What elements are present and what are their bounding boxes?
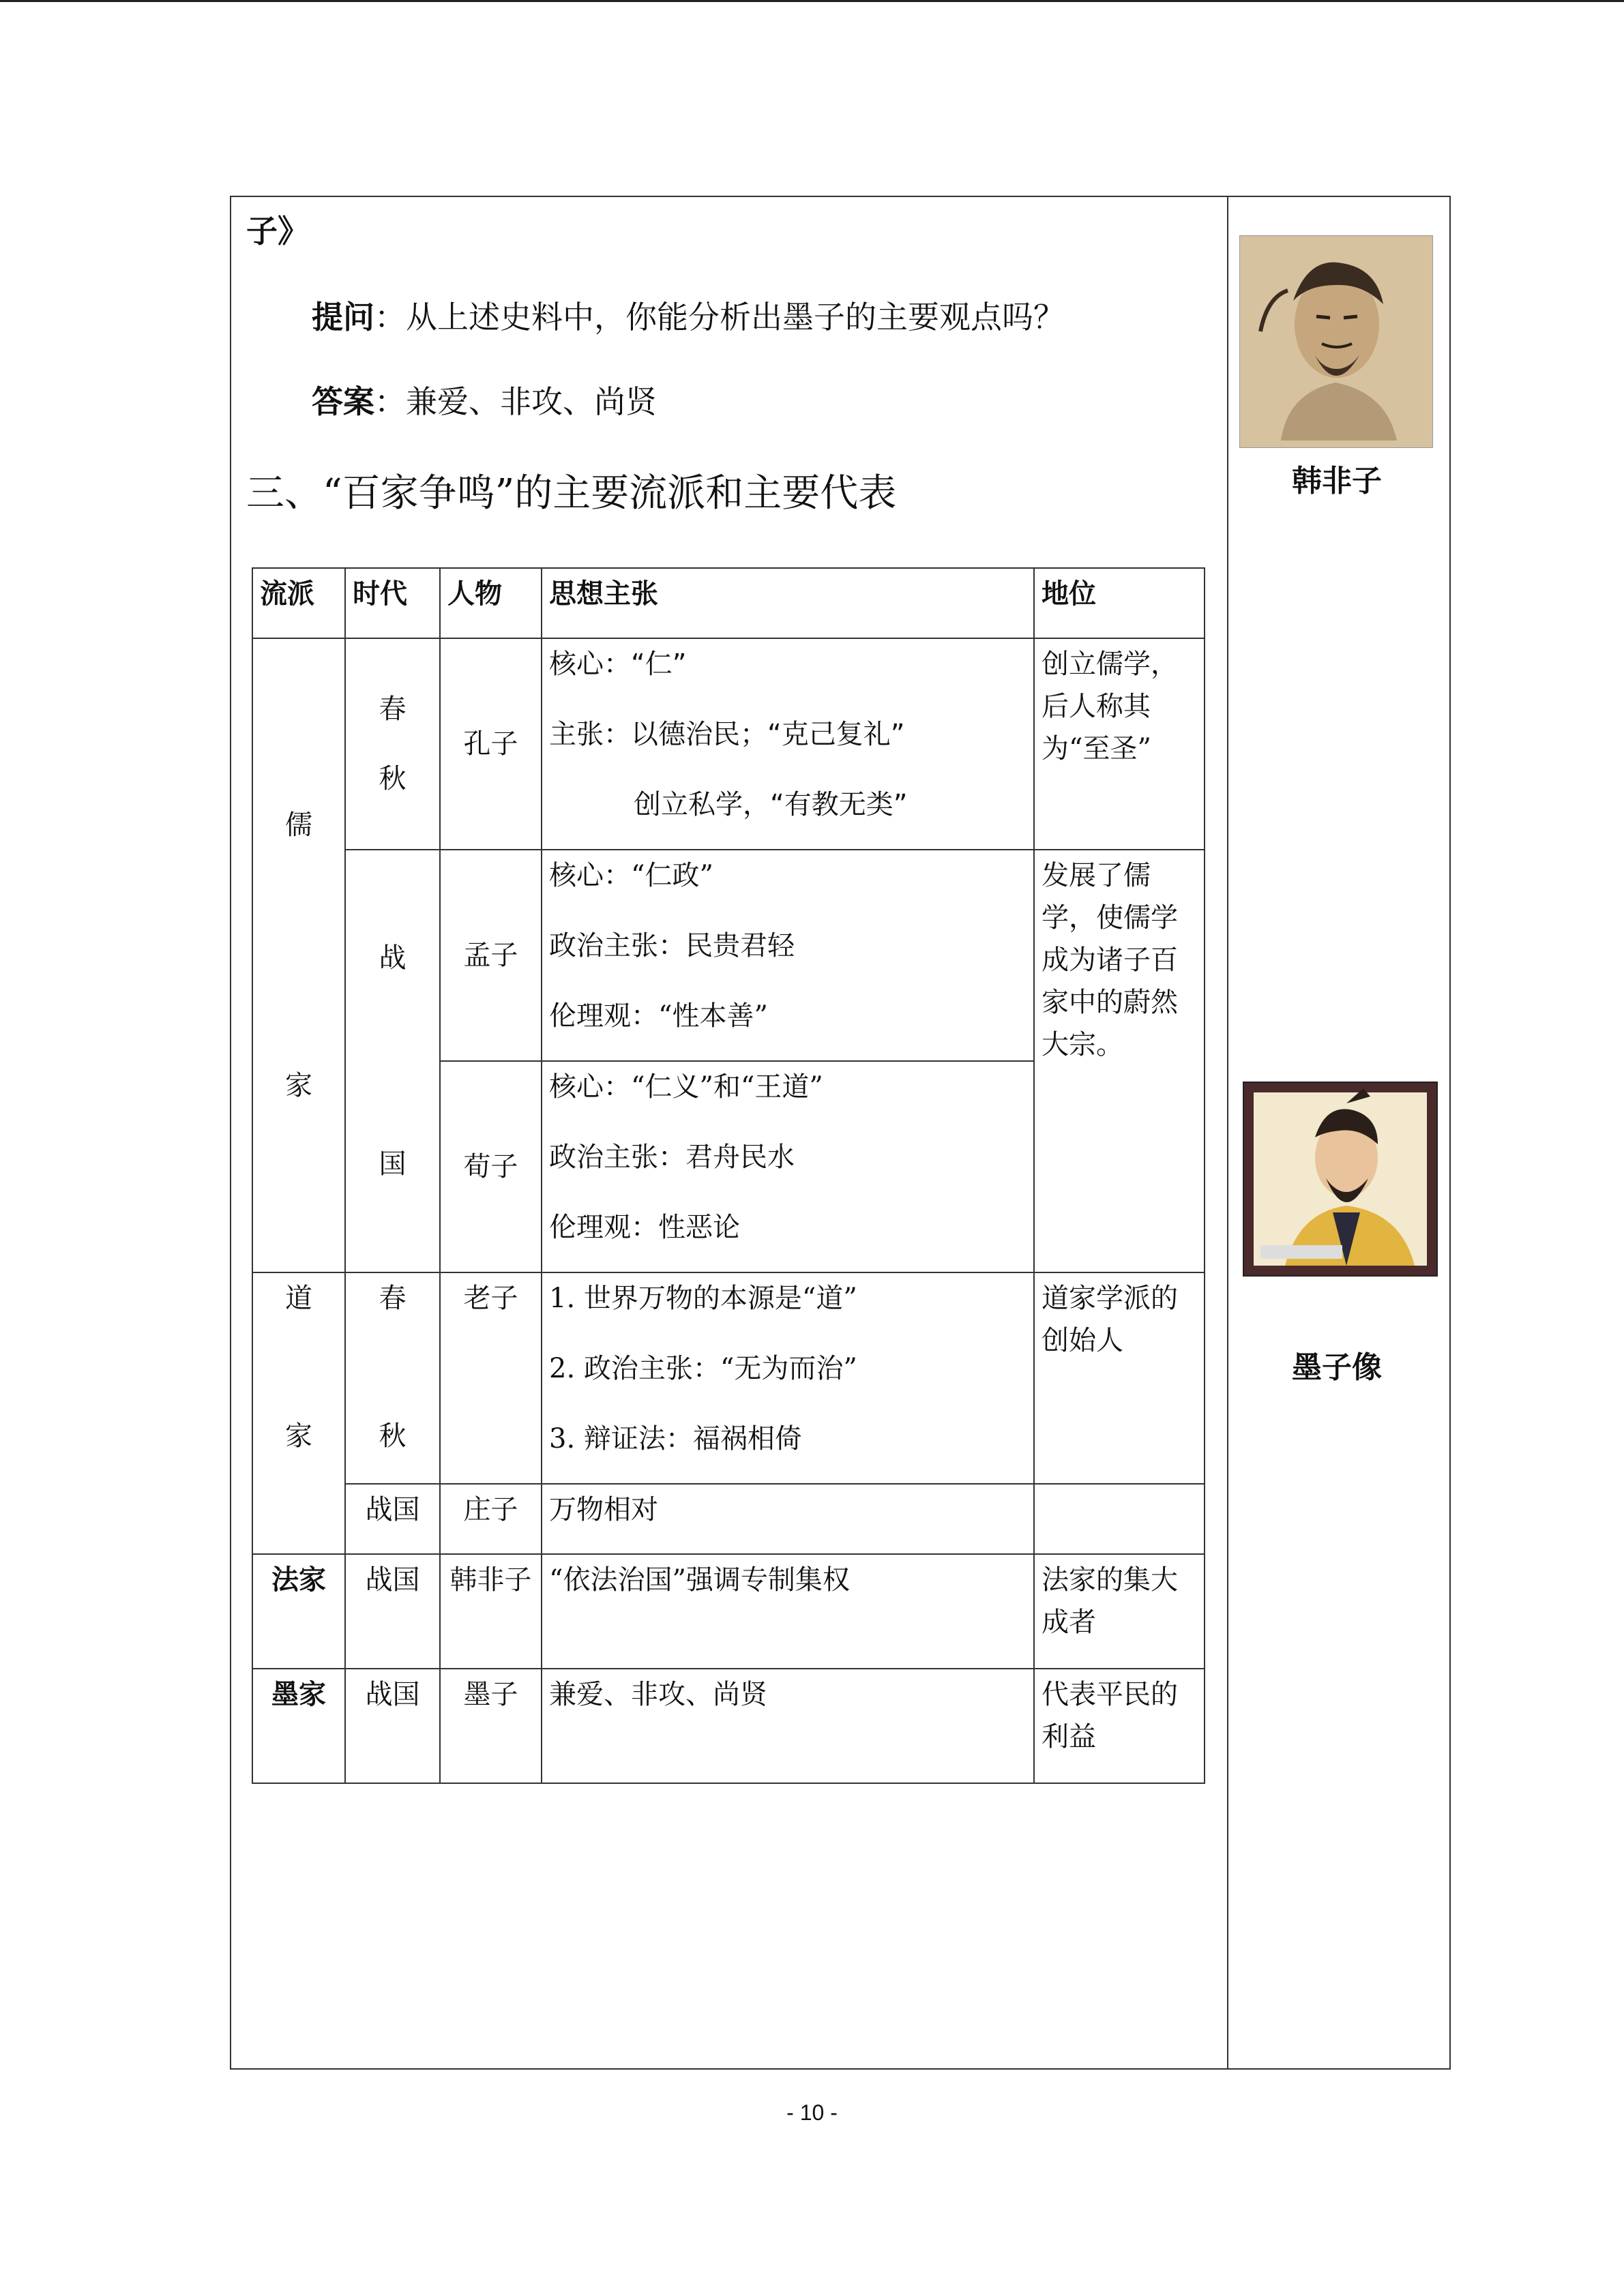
ideas-laozi: 1. 世界万物的本源是“道” 2. 政治主张：“无为而治” 3. 辩证法：福祸相倚 — [542, 1272, 1034, 1484]
person-laozi: 老子 — [440, 1272, 542, 1484]
era-cell-zhanguo: 战 国 — [345, 850, 440, 1272]
era-mo: 战国 — [345, 1669, 440, 1783]
ideas-mengzi: 核心：“仁政” 政治主张：民贵君轻 伦理观：“性本善” — [542, 850, 1034, 1061]
question-text: ：从上述史料中，你能分析出墨子的主要观点吗？ — [374, 299, 1065, 336]
header-era: 时代 — [345, 568, 440, 638]
continued-text: 子》 — [246, 213, 309, 250]
ideas-mo: 兼爱、非攻、尚贤 — [542, 1669, 1034, 1783]
school-mo: 墨家 — [252, 1669, 345, 1783]
era-cell: 春 秋 — [345, 638, 440, 850]
era-cell-chunqiu: 春 秋 — [345, 1272, 440, 1484]
era-fa: 战国 — [345, 1554, 440, 1669]
section-heading: 三、“百家争鸣”的主要流派和主要代表 — [246, 471, 897, 516]
status-kongzi: 创立儒学，后人称其为“至圣” — [1034, 638, 1205, 850]
answer-paragraph — [312, 381, 657, 422]
question-label: 提问 — [312, 299, 374, 336]
caption-hanfeizi: 韩非子 — [1292, 464, 1382, 498]
school-ru-char2: 家 — [285, 1070, 312, 1101]
status-laozi: 道家学派的创始人 — [1034, 1272, 1205, 1484]
table-row — [252, 1484, 1205, 1554]
table-row — [252, 1669, 1205, 1783]
person-kongzi: 孔子 — [440, 638, 542, 850]
table-row — [252, 1554, 1205, 1669]
top-rule — [0, 0, 1624, 2]
person-mozi: 墨子 — [440, 1669, 542, 1783]
ideas-zhuangzi: 万物相对 — [542, 1484, 1034, 1554]
person-xunzi: 荀子 — [440, 1061, 542, 1272]
mozi-painting-icon — [1244, 1083, 1436, 1275]
table-row — [252, 850, 1205, 1061]
header-status: 地位 — [1034, 568, 1205, 638]
person-zhuangzi: 庄子 — [440, 1484, 542, 1554]
hanfeizi-portrait — [1239, 235, 1433, 448]
table-row — [252, 638, 1205, 850]
page-frame — [230, 196, 1451, 2070]
schools-table — [252, 567, 1205, 1784]
school-fa: 法家 — [252, 1554, 345, 1669]
school-cell-dao: 道 家 — [252, 1272, 345, 1554]
status-mo: 代表平民的利益 — [1034, 1669, 1205, 1783]
status-fa: 法家的集大成者 — [1034, 1554, 1205, 1669]
person-mengzi: 孟子 — [440, 850, 542, 1061]
mozi-portrait — [1243, 1082, 1438, 1277]
caption-mozi: 墨子像 — [1292, 1350, 1382, 1385]
question-paragraph — [312, 297, 1065, 338]
ideas-xunzi: 核心：“仁义”和“王道” 政治主张：君舟民水 伦理观：性恶论 — [542, 1061, 1034, 1272]
ideas-kongzi: 核心：“仁” 主张：以德治民；“克己复礼” 创立私学，“有教无类” — [542, 638, 1034, 850]
answer-label: 答案 — [312, 383, 374, 420]
answer-text: ：兼爱、非攻、尚贤 — [374, 383, 657, 420]
era-zhuangzi: 战国 — [345, 1484, 440, 1554]
status-zhuangzi — [1034, 1484, 1205, 1554]
page-number: - 10 - — [786, 2100, 838, 2125]
person-hanfeizi: 韩非子 — [440, 1554, 542, 1669]
school-cell-ru — [252, 638, 345, 1272]
column-divider — [1227, 197, 1228, 2068]
header-ideas: 思想主张 — [542, 568, 1034, 638]
school-ru-char1: 儒 — [285, 809, 312, 841]
ideas-fa: “依法治国”强调专制集权 — [542, 1554, 1034, 1669]
table-row — [252, 1272, 1205, 1484]
hanfeizi-sketch-icon — [1240, 236, 1432, 447]
status-mengzi-xunzi: 发展了儒学，使儒学成为诸子百家中的蔚然大宗。 — [1034, 850, 1205, 1272]
table-header-row — [252, 568, 1205, 638]
header-school: 流派 — [252, 568, 345, 638]
header-person: 人物 — [440, 568, 542, 638]
